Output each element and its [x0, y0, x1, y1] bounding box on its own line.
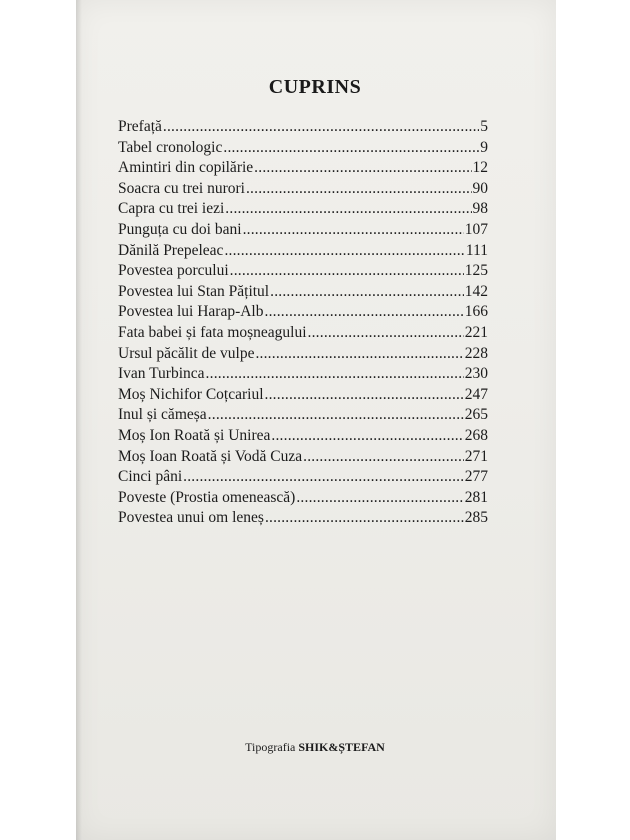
toc-dot-leader [230, 262, 464, 280]
toc-entry [118, 242, 488, 263]
toc-dot-leader [265, 509, 464, 527]
toc-entry-page: 221 [464, 323, 488, 341]
toc-entry [118, 324, 488, 345]
toc-entry [118, 489, 488, 510]
toc-entry-title: Moș Nichifor Coțcariul [118, 385, 264, 403]
toc-entry-page: 281 [464, 488, 488, 506]
toc-entry-title: Prefață [118, 118, 162, 135]
toc-entry-title: Povestea lui Harap-Alb [118, 303, 264, 321]
toc-entry [118, 221, 488, 242]
toc-dot-leader [271, 427, 463, 445]
toc-entry-page: 111 [465, 241, 488, 259]
toc-entry-title: Moș Ion Roată și Unirea [118, 426, 271, 444]
table-of-contents [118, 118, 488, 530]
toc-dot-leader [163, 118, 479, 136]
toc-entry-title: Povestea lui Stan Pățitul [118, 282, 270, 300]
toc-entry-title: Cinci pâni [118, 468, 183, 486]
toc-dot-leader [225, 200, 471, 218]
toc-entry-page: 98 [472, 200, 488, 218]
toc-entry [118, 427, 488, 448]
toc-dot-leader [183, 468, 464, 486]
toc-entry-title: Soacra cu trei nurori [118, 179, 245, 197]
toc-dot-leader [270, 283, 464, 301]
toc-entry-title: Amintiri din copilărie [118, 159, 254, 177]
toc-entry [118, 283, 488, 304]
toc-dot-leader [208, 406, 464, 424]
toc-entry-page: 125 [464, 262, 488, 280]
toc-entry-page: 230 [464, 365, 488, 383]
toc-dot-leader [296, 489, 463, 507]
toc-entry-title: Dănilă Prepeleac [118, 241, 224, 259]
toc-dot-leader [243, 221, 464, 239]
toc-entry [118, 159, 488, 180]
toc-entry-title: Ivan Turbinca [118, 365, 205, 383]
toc-entry-page: 12 [472, 159, 488, 177]
toc-entry-title: Punguța cu doi bani [118, 220, 242, 238]
toc-dot-leader [303, 448, 464, 466]
toc-dot-leader [265, 386, 464, 404]
printer-imprint [0, 740, 630, 755]
toc-entry [118, 448, 488, 469]
toc-entry-page: 285 [464, 509, 488, 527]
toc-entry [118, 468, 488, 489]
toc-entry [118, 386, 488, 407]
toc-dot-leader [246, 180, 472, 198]
toc-entry [118, 365, 488, 386]
toc-entry-title: Fata babei și fata moșneagului [118, 323, 307, 341]
toc-dot-leader [224, 242, 464, 260]
toc-entry-title: Moș Ioan Roată și Vodă Cuza [118, 447, 303, 465]
toc-dot-leader [254, 159, 471, 177]
toc-entry-title: Inul și cămeșa [118, 406, 207, 424]
toc-entry [118, 262, 488, 283]
page-edge-shadow [76, 0, 82, 840]
toc-dot-leader [308, 324, 464, 342]
toc-entry [118, 139, 488, 160]
imprint-prefix: Tipografia [245, 740, 296, 754]
toc-entry-page: 265 [464, 406, 488, 424]
toc-entry-page: 247 [464, 385, 488, 403]
toc-entry-page: 268 [464, 426, 488, 444]
toc-entry-page: 90 [472, 179, 488, 197]
toc-entry-title: Ursul păcălit de vulpe [118, 344, 255, 362]
toc-entry-title: Poveste (Prostia omenească) [118, 488, 296, 506]
toc-entry [118, 345, 488, 366]
toc-entry-title: Povestea porcului [118, 262, 229, 280]
toc-entry-title: Povestea unui om leneș [118, 509, 264, 527]
imprint-name: SHIK&ȘTEFAN [298, 740, 385, 754]
toc-entry-page: 5 [480, 118, 488, 135]
toc-entry [118, 118, 488, 139]
toc-entry [118, 200, 488, 221]
toc-entry-page: 277 [464, 468, 488, 486]
toc-entry [118, 406, 488, 427]
toc-dot-leader [223, 139, 479, 157]
toc-entry-page: 271 [464, 447, 488, 465]
toc-entry-page: 166 [464, 303, 488, 321]
toc-dot-leader [255, 345, 463, 363]
toc-entry [118, 509, 488, 530]
toc-entry-title: Capra cu trei iezi [118, 200, 225, 218]
toc-entry-page: 228 [464, 344, 488, 362]
toc-dot-leader [206, 365, 464, 383]
toc-entry-page: 9 [480, 138, 488, 156]
page-title: CUPRINS [268, 76, 362, 98]
toc-entry [118, 180, 488, 201]
toc-dot-leader [265, 303, 464, 321]
toc-entry-page: 107 [464, 220, 488, 238]
toc-entry-title: Tabel cronologic [118, 138, 223, 156]
toc-entry [118, 303, 488, 324]
toc-entry-page: 142 [464, 282, 488, 300]
